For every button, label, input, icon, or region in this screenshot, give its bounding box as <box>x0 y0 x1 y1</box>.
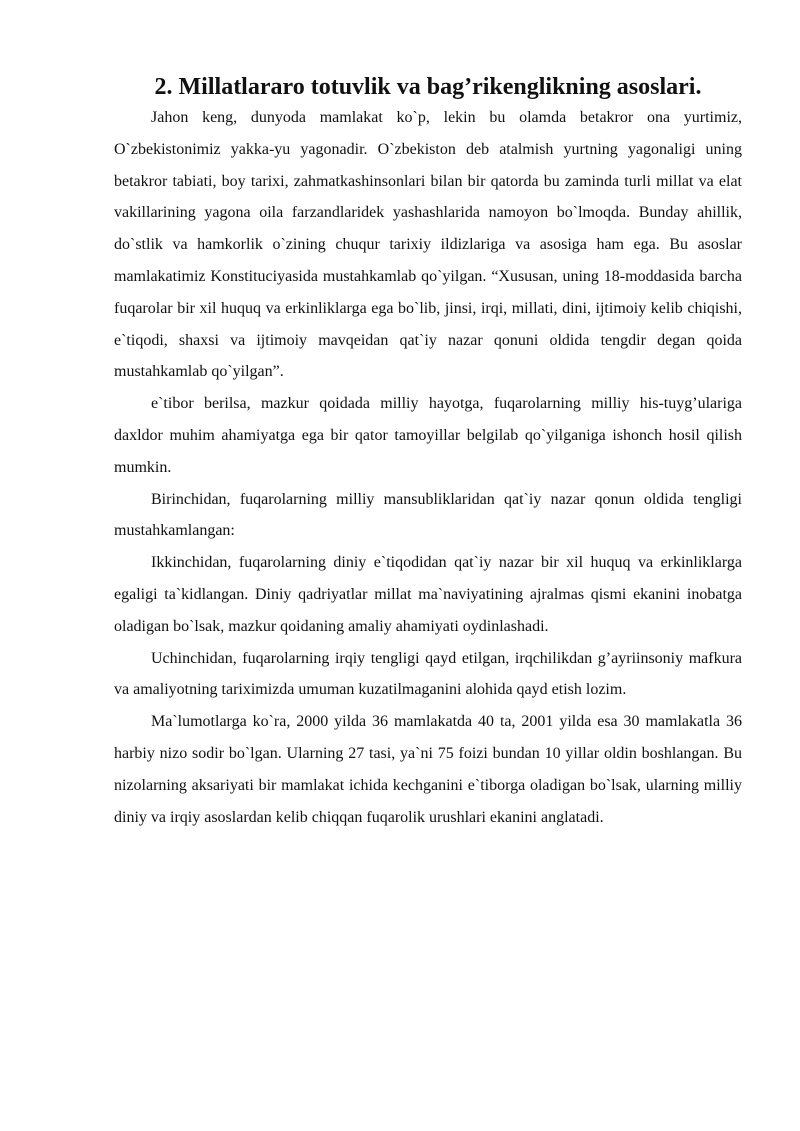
paragraph-principles: e`tibor berilsa, mazkur qoidada milliy hayotga, fuqarolarning milliy his-tuyg’ulariga daxldor muhim ahamiyatga ega bir qator tamoyillar belgilab qo`yilganiga ishonch hosil qilish mumkin. <box>114 395 742 476</box>
document-page <box>114 72 742 833</box>
paragraph-second: Ikkinchidan, fuqarolarning diniy e`tiqodidan qat`iy nazar bir xil huquq va erkinliklarga egaligi ta`kidlangan. Diniy qadriyatlar millat ma`naviyatining ajralmas qismi ekanini inobatga oladigan bo`lsak, mazkur qoidaning amaliy ahamiyati oydinlashadi. <box>114 554 742 635</box>
paragraph-intro: Jahon keng, dunyoda mamlakat ko`p, lekin bu olamda betakror ona yurtimiz, O`zbekistonimiz yakka-yu yagonadir. O`zbekiston deb atalmish yurtning yagonaligi uning betakror tabiati, boy tarixi, zahmatkashinsonlari bilan bir qatorda bu zaminda turli millat va elat vakillarining yagona oila farzandlaridek yashashlarida namoyon bo`lmoqda. Bunday ahillik, do`stlik va hamkorlik o`zining chuqur tarixiy ildizlariga va asosiga ham ega. Bu asoslar mamlakatimiz Konstituciyasida mustahkamlab qo`yilgan. “Xususan, uning 18-moddasida barcha fuqarolar bir xil huquq va erkinliklarga ega bo`lib, jinsi, irqi, millati, dini, ijtimoiy kelib chiqishi, e`tiqodi, shaxsi va ijtimoiy mavqeidan qat`iy nazar qonuni oldida tengdir degan qoida mustahkamlab qo`yilgan”. <box>114 109 742 381</box>
paragraph-third: Uchinchidan, fuqarolarning irqiy tengligi qayd etilgan, irqchilikdan g’ayriinsoniy mafkura va amaliyotning tariximizda umuman kuzatilmaganini alohida qayd etish lozim. <box>114 649 742 699</box>
paragraph-first: Birinchidan, fuqarolarning milliy mansubliklaridan qat`iy nazar qonun oldida tengligi mustahkamlangan: <box>114 490 742 540</box>
paragraph-statistics: Ma`lumotlarga ko`ra, 2000 yilda 36 mamlakatda 40 ta, 2001 yilda esa 30 mamlakatla 36 harbiy nizo sodir bo`lgan. Ularning 27 tasi, ya`ni 75 foizi bundan 10 yillar oldin boshlangan. Bu nizolarning aksariyati bir mamlakat ichida kechganini e`tiborga oladigan bo`lsak, ularning milliy diniy va irqiy asoslardan kelib chiqqan fuqarolik urushlari ekanini anglatadi. <box>114 713 742 826</box>
section-title: 2. Millatlararo totuvlik va bag’rikenglikning asoslari. <box>154 74 702 100</box>
